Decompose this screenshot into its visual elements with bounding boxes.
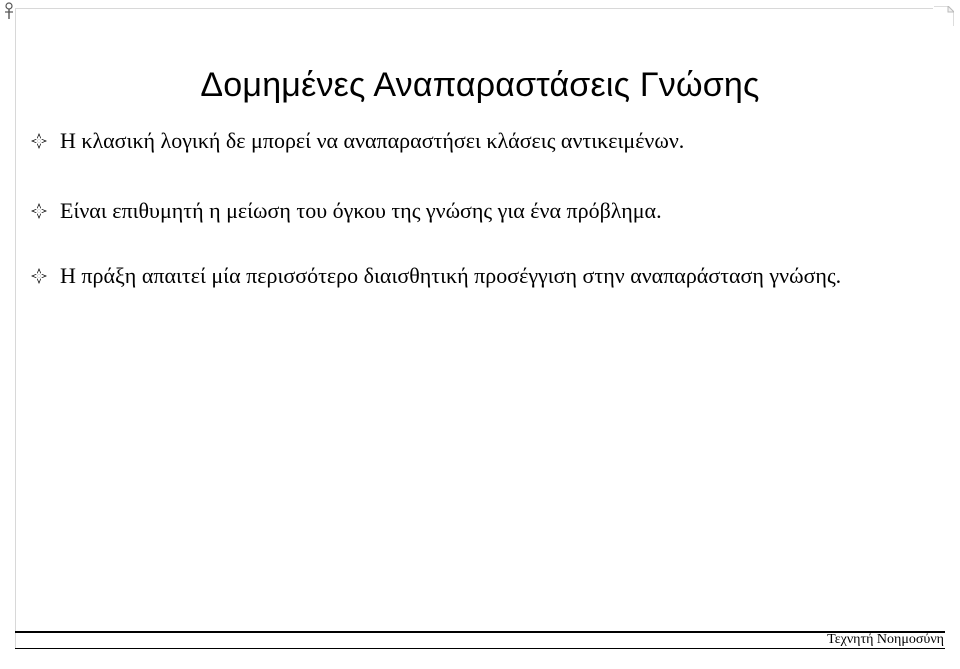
slide-title: Δομημένες Αναπαραστάσεις Γνώσης	[200, 65, 760, 104]
bullet-item	[30, 194, 910, 227]
footer-divider-top	[15, 631, 945, 633]
footer-course-name: Τεχνητή Νοημοσύνη	[827, 632, 944, 647]
page-corner-fold-icon	[934, 6, 954, 26]
bullet-text: Η πράξη απαιτεί μία περισσότερο διαισθητική προσέγγιση στην αναπαράσταση γνώσης.	[60, 263, 842, 288]
bullet-item	[30, 259, 910, 292]
bullet-text: Η κλασική λογική δε μπορεί να αναπαραστήσει κλάσεις αντικειμένων.	[60, 128, 685, 153]
bullet-item	[30, 124, 910, 157]
footer-divider-bottom	[15, 648, 945, 649]
pin-icon	[2, 2, 16, 20]
four-diamond-star-icon	[30, 132, 48, 150]
four-diamond-star-icon	[30, 202, 48, 220]
four-diamond-star-icon	[30, 267, 48, 285]
bullet-text: Είναι επιθυμητή η μείωση του όγκου της γνώσης για ένα πρόβλημα.	[60, 198, 662, 223]
